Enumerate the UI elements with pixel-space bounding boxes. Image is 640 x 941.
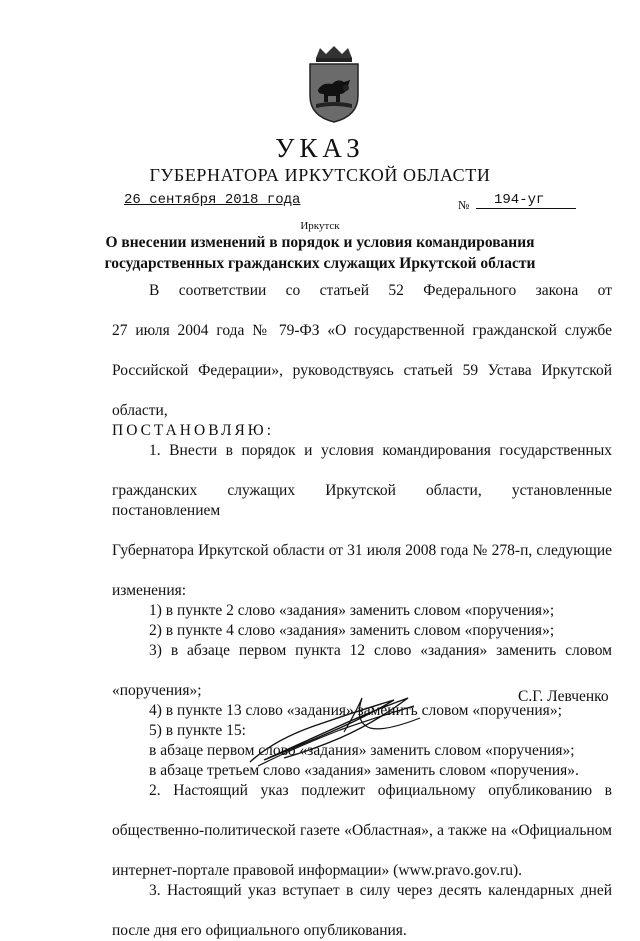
heading-line: О внесении изменений в порядок и условия командирования: [105, 234, 535, 251]
document-heading: [80, 232, 560, 274]
subitem-5a: в абзаце первом слово «задания» заменить словом «поручения»;: [149, 742, 575, 759]
item-1-line: изменения:: [112, 582, 187, 599]
item-2-line: интернет-портале правовой информации» (www.pravo.gov.ru).: [112, 862, 523, 879]
item-3-line: 3. Настоящий указ вступает в силу через десять календарных дней: [149, 882, 612, 899]
subitem-5b: в абзаце третьем слово «задания» заменить словом «поручения».: [149, 762, 579, 779]
item-1-line: гражданских служащих Иркутской области, установленные постановлением: [112, 482, 612, 519]
document-title: УКАЗ: [275, 133, 365, 163]
handwritten-signature-icon: [244, 692, 424, 770]
item-3-line: после дня его официального опубликования.: [112, 922, 407, 939]
subitem-5: 5) в пункте 15:: [149, 722, 246, 739]
preamble-line: области,: [112, 402, 168, 419]
decree-word: ПОСТАНОВЛЯЮ:: [112, 422, 275, 439]
item-2-line: 2. Настоящий указ подлежит официальному опубликованию в: [149, 782, 612, 799]
preamble-line: В соответствии со статьей 52 Федерального закона от: [149, 282, 612, 299]
document-date: [124, 192, 300, 208]
subitem-3-line: 3) в абзаце первом пункта 12 слово «задания» заменить словом: [149, 642, 612, 659]
heading-line: государственных гражданских служащих Иркутской области: [104, 255, 536, 272]
document-city: Иркутск: [300, 220, 340, 232]
subitem-2: 2) в пункте 4 слово «задания» заменить словом «поручения»;: [149, 622, 555, 639]
document-body: [112, 281, 612, 941]
subitem-3-line: «поручения»;: [112, 682, 202, 699]
item-1-line: 1. Внести в порядок и условия командирования государственных: [149, 442, 612, 459]
signer-name: С.Г. Левченко: [518, 688, 609, 705]
preamble-line: Российской Федерации», руководствуясь статьей 59 Устава Иркутской: [112, 362, 612, 379]
item-2-line: общественно-политической газете «Областная», а также на «Официальном: [112, 822, 612, 839]
subitem-4: 4) в пункте 13 слово «задания» заменить словом «поручения»;: [149, 702, 562, 719]
number-value: 194-уг: [476, 192, 576, 209]
date-value: 26 сентября 2018 года: [124, 192, 301, 208]
subitem-1: 1) в пункте 2 слово «задания» заменить словом «поручения»;: [149, 602, 555, 619]
document-subtitle: ГУБЕРНАТОРА ИРКУТСКОЙ ОБЛАСТИ: [149, 165, 491, 185]
irkutsk-coat-of-arms-icon: [306, 44, 362, 124]
preamble-line: 27 июля 2004 года № 79-ФЗ «О государственной гражданской службе: [112, 322, 612, 339]
item-1-line: Губернатора Иркутской области от 31 июля 2008 года № 278-п, следующие: [112, 542, 612, 559]
number-sign: №: [458, 198, 470, 212]
